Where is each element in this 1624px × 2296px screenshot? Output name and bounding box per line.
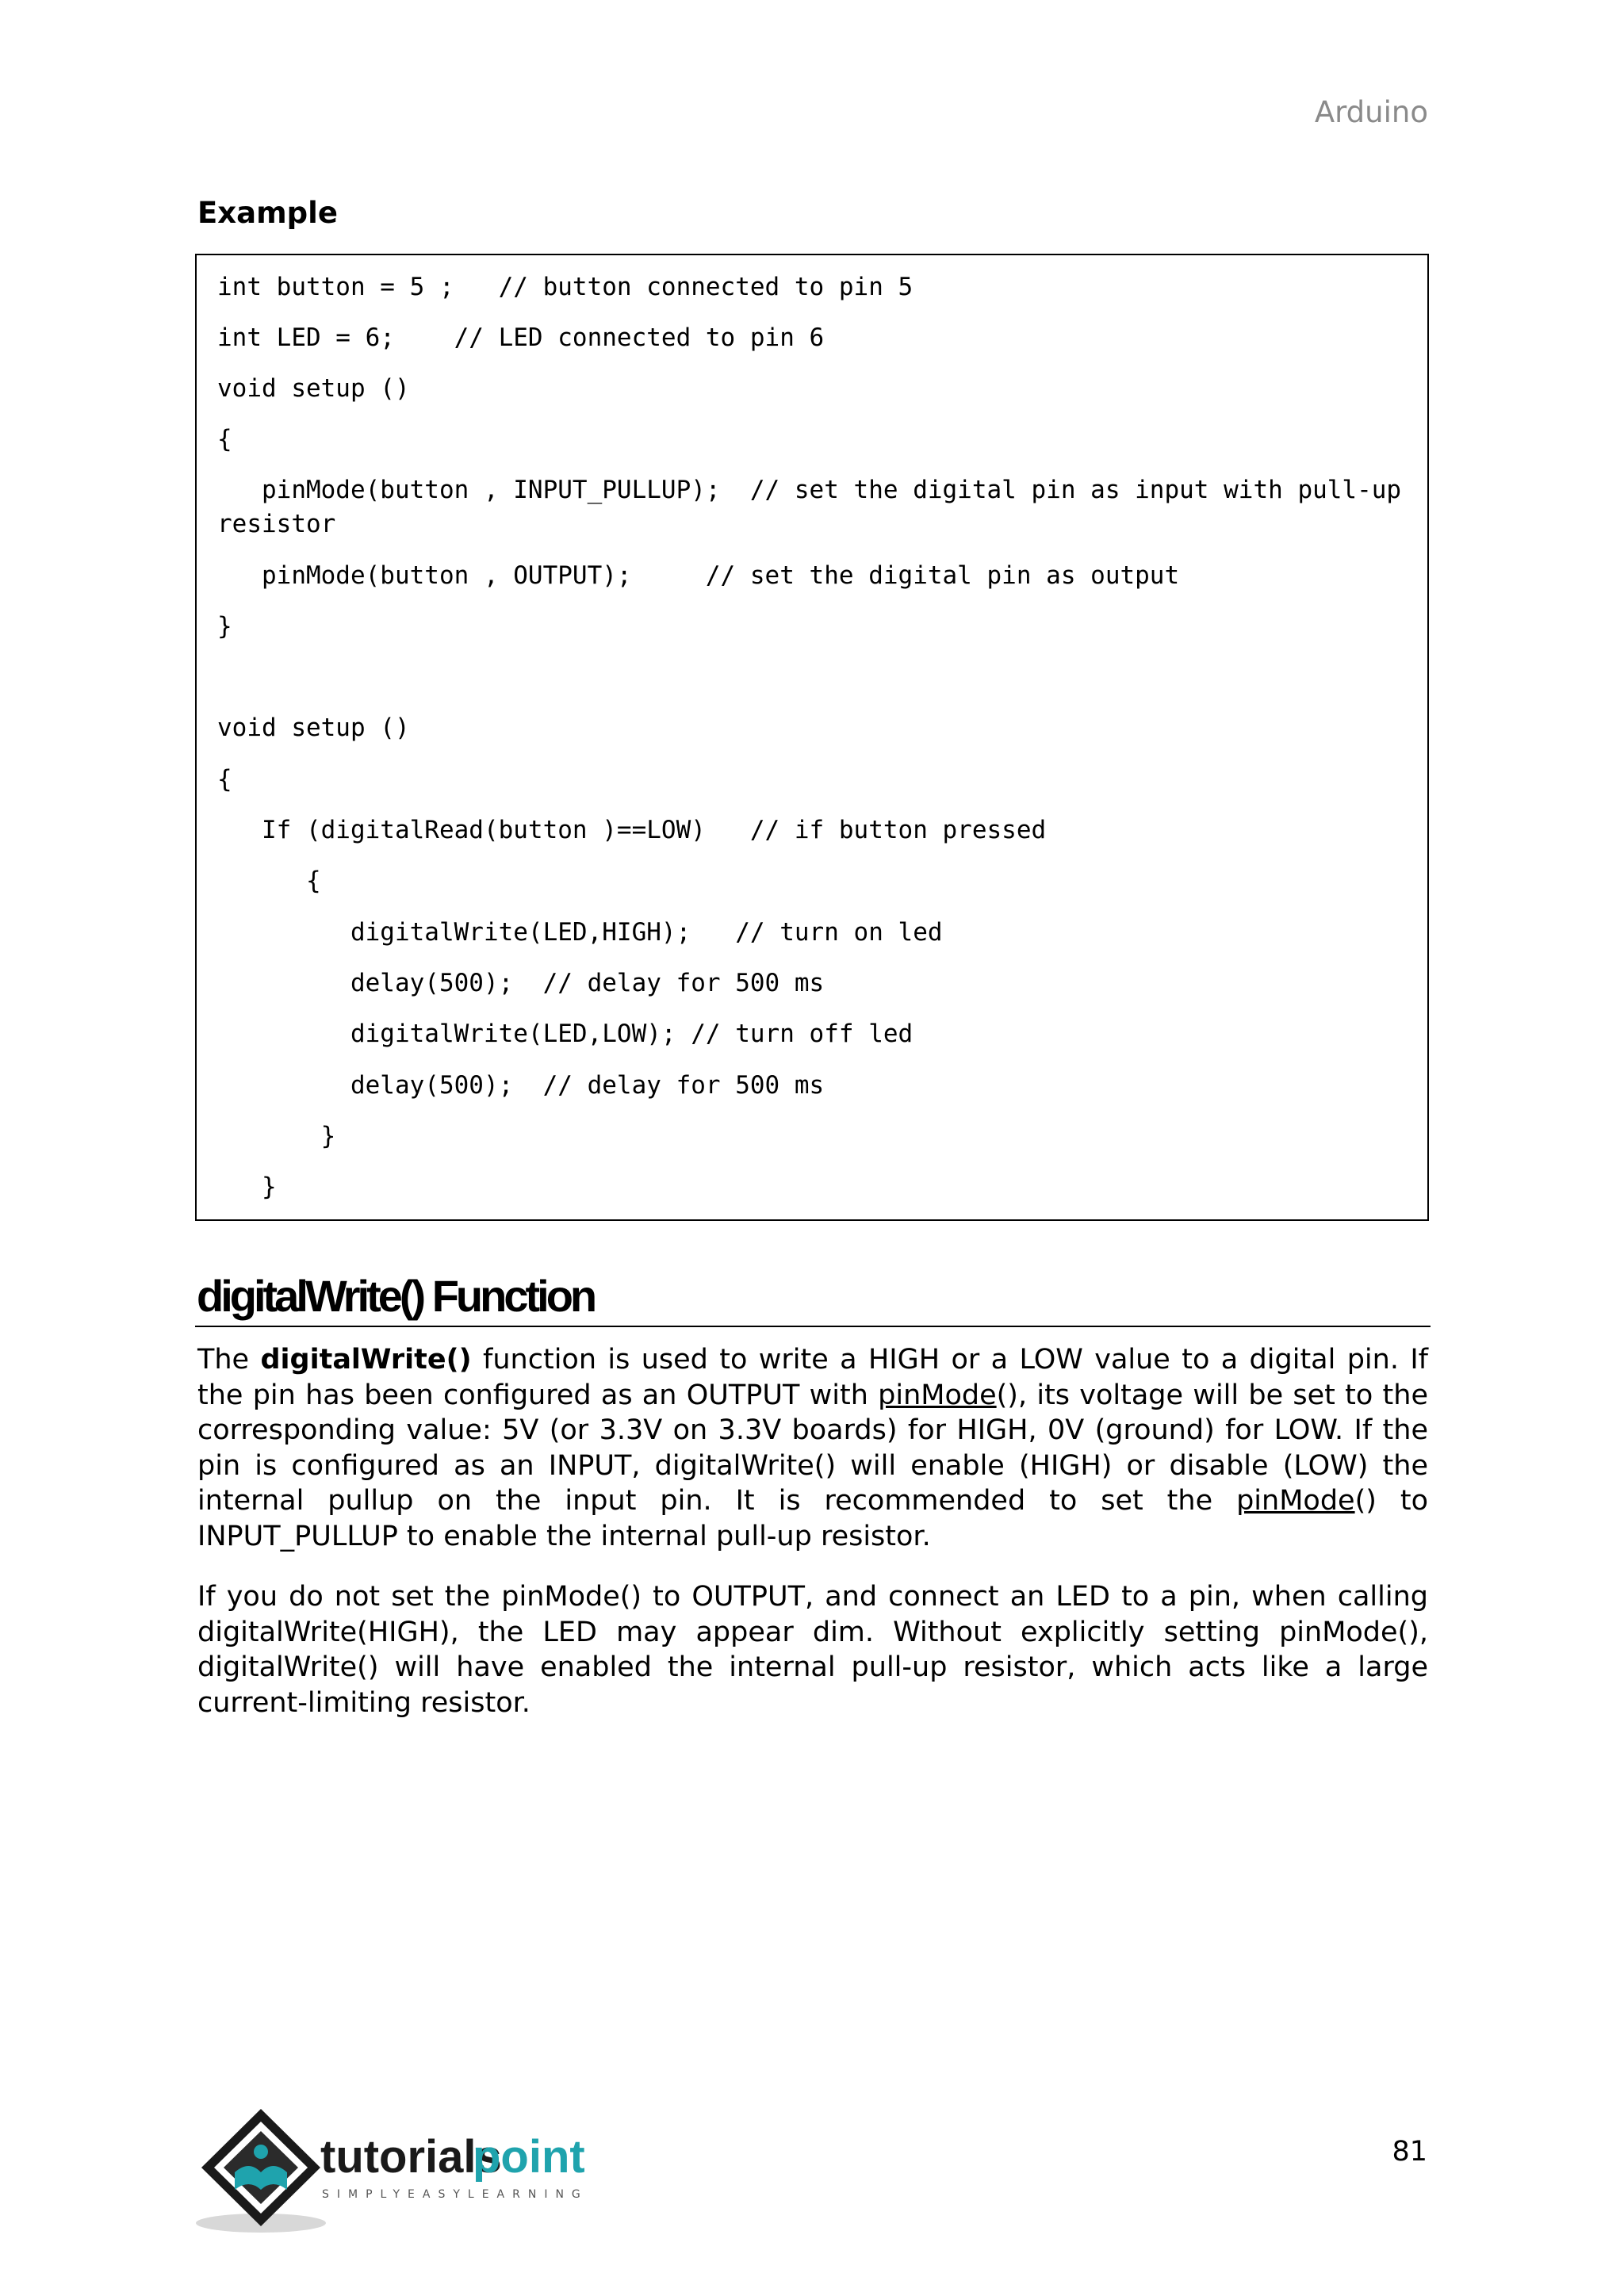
code-line: {: [217, 765, 232, 794]
svg-text:SIMPLYEASYLEARNING: SIMPLYEASYLEARNING: [322, 2188, 588, 2201]
tutorialspoint-logo-icon: [193, 2104, 638, 2239]
code-line: digitalWrite(LED,HIGH); // turn on led: [217, 918, 943, 947]
function-name-bold: digitalWrite(): [260, 1344, 472, 1376]
tutorialspoint-logo: [193, 2104, 638, 2239]
code-line: If (digitalRead(button )==LOW) // if button pressed: [217, 816, 1047, 844]
para-text: () to INPUT_PULLUP to enable the internal pull-up resistor.: [197, 1485, 1428, 1552]
code-line: int button = 5 ; // button connected to pin 5: [217, 273, 914, 301]
code-line: }: [217, 1122, 336, 1150]
section-title: digitalWrite() Function: [197, 1271, 595, 1321]
code-line: pinMode(button , INPUT_PULLUP); // set the digital pin as input with pull-up: [217, 476, 1402, 504]
example-heading: Example: [197, 196, 338, 230]
code-line: digitalWrite(LED,LOW); // turn off led: [217, 1020, 914, 1048]
paragraph-digitalwrite-description: [197, 1342, 1428, 1555]
svg-text:point: point: [473, 2131, 585, 2183]
svg-text:tutorials: tutorials: [320, 2131, 502, 2183]
code-line: }: [217, 612, 232, 641]
code-line: void setup (): [217, 714, 410, 742]
code-line: delay(500); // delay for 500 ms: [217, 1071, 825, 1100]
section-divider: [195, 1326, 1431, 1327]
para-text: function is used to write a HIGH or a LOW value to a digital pin. If the pin has been configured as an OUTPUT with: [197, 1344, 1428, 1411]
paragraph-pinmode-note: If you do not set the pinMode() to OUTPUT, and connect an LED to a pin, when calling digitalWrite(HIGH), the LED may appear dim. Without explicitly setting pinMode(), digitalWrite() will have enabled the internal pull-up resistor, which acts like a large current-limiting resistor.: [197, 1581, 1428, 1719]
pinmode-link[interactable]: pinMode: [878, 1379, 997, 1411]
page-number: 81: [1392, 2136, 1427, 2168]
code-block: [195, 254, 1429, 1221]
code-line: delay(500); // delay for 500 ms: [217, 969, 825, 997]
code-line: }: [217, 1173, 277, 1201]
running-header: Arduino: [1314, 95, 1428, 129]
code-line: {: [217, 425, 232, 453]
code-line: pinMode(button , OUTPUT); // set the digital pin as output: [217, 561, 1180, 590]
code-line: int LED = 6; // LED connected to pin 6: [217, 323, 825, 352]
code-line: void setup (): [217, 374, 410, 403]
code-line: {: [217, 867, 321, 895]
pinmode-link[interactable]: pinMode: [1236, 1485, 1355, 1517]
para-text: The: [197, 1344, 261, 1376]
para-text: (), its voltage will be set to the corresponding value: 5V (or 3.3V on 3.3V boards) for HIGH, 0V (ground) for LOW. If the pin is configured as an INPUT, digitalWrite() will enable (HIGH) or disable (LOW) the internal pullup on the input pin. It is recommended to set the: [197, 1379, 1428, 1517]
code-line: resistor: [217, 510, 336, 538]
